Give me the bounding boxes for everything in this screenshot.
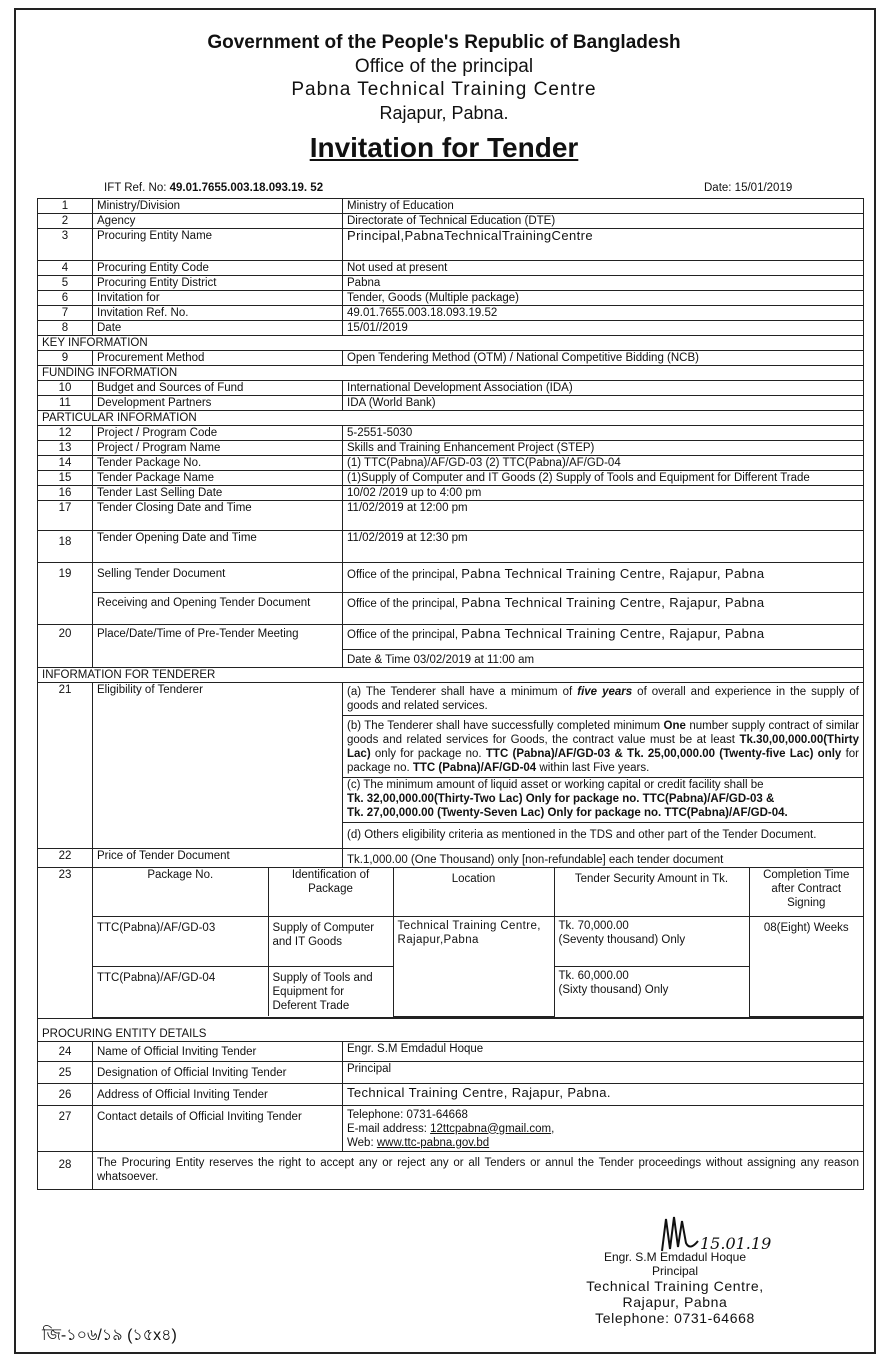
signatory-tel: Telephone: 0731-64668 bbox=[595, 1310, 755, 1326]
document-title: Invitation for Tender bbox=[309, 132, 579, 163]
table-row bbox=[38, 868, 864, 1018]
table-row bbox=[38, 531, 864, 563]
row-label: Ministry/Division bbox=[93, 199, 343, 214]
row-label: Receiving and Opening Tender Document bbox=[93, 593, 343, 625]
row-value: Principal bbox=[343, 1061, 864, 1083]
row-number: 28 bbox=[38, 1151, 93, 1189]
email-link[interactable]: 12ttcpabna@gmail.com bbox=[430, 1122, 552, 1135]
signature-date: 15.01.19 bbox=[700, 1234, 772, 1253]
table-row bbox=[38, 501, 864, 531]
table-row bbox=[38, 1041, 864, 1061]
ift-ref: IFT Ref. No: 49.01.7655.003.18.093.19. 52 bbox=[104, 182, 324, 194]
row-number: 22 bbox=[38, 849, 93, 868]
row-number: 16 bbox=[38, 486, 93, 501]
signatory-org: Technical Training Centre, bbox=[586, 1278, 764, 1294]
signatory-block bbox=[560, 1250, 790, 1326]
row-value: The Procuring Entity reserves the right to accept any or reject any or all Tenders or annul the Tender proceedings without assigning any reason whatsoever. bbox=[93, 1151, 864, 1189]
row-number: 6 bbox=[38, 291, 93, 306]
gov-heading: Government of the People's Republic of Bangladesh bbox=[207, 32, 681, 53]
row-label: Tender Closing Date and Time bbox=[93, 501, 343, 531]
row-label: Selling Tender Document bbox=[93, 563, 343, 593]
package-no: TTC(Pabna)/AF/GD-03 bbox=[93, 916, 268, 966]
row-number: 24 bbox=[38, 1041, 93, 1061]
row-number: 21 bbox=[38, 683, 93, 849]
package-identification: Supply of Computer and IT Goods bbox=[268, 916, 393, 966]
location-header: Location bbox=[393, 868, 554, 916]
row-value: Principal,PabnaTechnicalTrainingCentre bbox=[343, 229, 864, 261]
row-value: Ministry of Education bbox=[343, 199, 864, 214]
row-value: Engr. S.M Emdadul Hoque bbox=[343, 1041, 864, 1061]
completion-header: Completion Time after Contract Signing bbox=[749, 868, 863, 916]
table-row bbox=[38, 261, 864, 276]
row-value: Tk.1,000.00 (One Thousand) only [non-refundable] each tender document bbox=[343, 849, 864, 868]
row-label: Date bbox=[93, 321, 343, 336]
row-number: 27 bbox=[38, 1105, 93, 1151]
row-label: Eligibility of Tenderer bbox=[93, 683, 343, 849]
row-value: Tender, Goods (Multiple package) bbox=[343, 291, 864, 306]
section-header bbox=[38, 411, 864, 426]
row-number: 20 bbox=[38, 625, 93, 668]
table-row bbox=[38, 321, 864, 336]
row-label: Agency bbox=[93, 214, 343, 229]
package-table bbox=[93, 868, 863, 1017]
table-row bbox=[38, 1083, 864, 1105]
row-label: Tender Opening Date and Time bbox=[93, 531, 343, 563]
row-value: (1) TTC(Pabna)/AF/GD-03 (2) TTC(Pabna)/AF/GD-04 bbox=[343, 456, 864, 471]
package-row bbox=[93, 916, 863, 966]
row-value: Directorate of Technical Education (DTE) bbox=[343, 214, 864, 229]
table-row bbox=[38, 593, 864, 625]
row-number: 17 bbox=[38, 501, 93, 531]
row-label: Invitation Ref. No. bbox=[93, 306, 343, 321]
row-value: 11/02/2019 at 12:00 pm bbox=[343, 501, 864, 531]
row-label: Project / Program Name bbox=[93, 441, 343, 456]
row-label: Tender Package No. bbox=[93, 456, 343, 471]
row-value: International Development Association (IDA) bbox=[343, 381, 864, 396]
section-title: PROCURING ENTITY DETAILS bbox=[38, 1018, 864, 1041]
row-number: 11 bbox=[38, 396, 93, 411]
section-title: FUNDING INFORMATION bbox=[38, 366, 864, 381]
web-link[interactable]: www.ttc-pabna.gov.bd bbox=[376, 1136, 490, 1149]
row-label: Budget and Sources of Fund bbox=[93, 381, 343, 396]
package-security: Tk. 70,000.00 (Seventy thousand) Only bbox=[554, 916, 749, 966]
package-no: TTC(Pabna)/AF/GD-04 bbox=[93, 966, 268, 1016]
table-row bbox=[38, 441, 864, 456]
row-number: 2 bbox=[38, 214, 93, 229]
eligibility-c: (c) The minimum amount of liquid asset or working capital or credit facility shall be Tk. 32,00,000.00(Thirty-Two Lac) Only for package no. TTC(Pabna)/AF/GD-03 & Tk. 27,00,000.00 (Twenty-Seven Lac) Only for package no. TTC(Pabna)/AF/GD-04. bbox=[343, 778, 864, 823]
table-row bbox=[38, 1105, 864, 1151]
section-header bbox=[38, 336, 864, 351]
table-row bbox=[38, 1151, 864, 1189]
row-value: IDA (World Bank) bbox=[343, 396, 864, 411]
row-value: 11/02/2019 at 12:30 pm bbox=[343, 531, 864, 563]
table-row bbox=[38, 396, 864, 411]
row-label: Place/Date/Time of Pre-Tender Meeting bbox=[93, 625, 343, 668]
row-number: 1 bbox=[38, 199, 93, 214]
row-label: Procuring Entity District bbox=[93, 276, 343, 291]
row-value: Not used at present bbox=[343, 261, 864, 276]
signatory-name: Engr. S.M Emdadul Hoque bbox=[603, 1250, 747, 1264]
eligibility-d: (d) Others eligibility criteria as mentioned in the TDS and other part of the Tender Document. bbox=[343, 823, 864, 849]
row-number: 7 bbox=[38, 306, 93, 321]
table-row bbox=[38, 683, 864, 716]
row-value: Office of the principal, Pabna Technical Training Centre, Rajapur, Pabna bbox=[343, 593, 864, 625]
section-header bbox=[38, 668, 864, 683]
row-label: Invitation for bbox=[93, 291, 343, 306]
row-label: Procuring Entity Code bbox=[93, 261, 343, 276]
row-value: Date & Time 03/02/2019 at 11:00 am bbox=[343, 650, 864, 668]
package-security: Tk. 60,000.00 (Sixty thousand) Only bbox=[554, 966, 749, 1016]
row-value: Pabna bbox=[343, 276, 864, 291]
row-label: Price of Tender Document bbox=[93, 849, 343, 868]
row-value: Office of the principal, Pabna Technical Training Centre, Rajapur, Pabna bbox=[343, 563, 864, 593]
place-heading: Rajapur, Pabna. bbox=[379, 103, 509, 123]
table-row bbox=[38, 229, 864, 261]
signatory-designation: Principal bbox=[651, 1264, 699, 1278]
row-value: Office of the principal, Pabna Technical Training Centre, Rajapur, Pabna bbox=[343, 625, 864, 650]
table-row bbox=[38, 306, 864, 321]
row-label: Procuring Entity Name bbox=[93, 229, 343, 261]
table-row bbox=[38, 563, 864, 593]
section-title: PARTICULAR INFORMATION bbox=[38, 411, 864, 426]
package-header-row bbox=[93, 868, 863, 916]
row-value: 5-2551-5030 bbox=[343, 426, 864, 441]
table-row bbox=[38, 1061, 864, 1083]
row-number: 3 bbox=[38, 229, 93, 261]
table-row bbox=[38, 214, 864, 229]
row-number: 26 bbox=[38, 1083, 93, 1105]
package-cell bbox=[93, 868, 864, 1018]
row-number: 8 bbox=[38, 321, 93, 336]
package-no-header: Package No. bbox=[93, 868, 268, 916]
row-number: 9 bbox=[38, 351, 93, 366]
row-label: Name of Official Inviting Tender bbox=[93, 1041, 343, 1061]
table-row bbox=[38, 351, 864, 366]
row-number: 18 bbox=[38, 531, 93, 563]
footer-code: জি-১০৬/১৯ (১৫x৪) bbox=[42, 1327, 177, 1344]
row-value: Telephone: 0731-64668 E-mail address: 12ttcpabna@gmail.com, Web: www.ttc-pabna.gov.bd bbox=[343, 1105, 864, 1151]
row-value: 15/01//2019 bbox=[343, 321, 864, 336]
row-number: 13 bbox=[38, 441, 93, 456]
eligibility-b: (b) The Tenderer shall have successfully completed minimum One number supply contract of similar goods and related services for Goods, the contract value must be at least Tk.30,00,000.00(Thirty Lac) only for package no. TTC (Pabna)/AF/GD-03 & Tk. 25,00,000.00 (Twenty-five Lac) only for package no. TTC (Pabna)/AF/GD-04 within last Five years. bbox=[343, 716, 864, 778]
table-row bbox=[38, 381, 864, 396]
row-number: 19 bbox=[38, 563, 93, 625]
table-row bbox=[38, 625, 864, 650]
row-number: 14 bbox=[38, 456, 93, 471]
ift-date: Date: 15/01/2019 bbox=[704, 182, 793, 194]
centre-heading: Pabna Technical Training Centre bbox=[291, 79, 597, 100]
tender-table bbox=[37, 198, 864, 1190]
row-value: (1)Supply of Computer and IT Goods (2) Supply of Tools and Equipment for Different Trade bbox=[343, 471, 864, 486]
row-label: Tender Package Name bbox=[93, 471, 343, 486]
row-value: Open Tendering Method (OTM) / National Competitive Bidding (NCB) bbox=[343, 351, 864, 366]
table-row bbox=[38, 486, 864, 501]
row-number: 15 bbox=[38, 471, 93, 486]
section-title: KEY INFORMATION bbox=[38, 336, 864, 351]
row-value: 49.01.7655.003.18.093.19.52 bbox=[343, 306, 864, 321]
row-label: Development Partners bbox=[93, 396, 343, 411]
row-label: Address of Official Inviting Tender bbox=[93, 1083, 343, 1105]
row-value: Skills and Training Enhancement Project (STEP) bbox=[343, 441, 864, 456]
package-location: Technical Training Centre, Rajapur,Pabna bbox=[393, 916, 554, 1016]
table-row bbox=[38, 456, 864, 471]
package-identification: Supply of Tools and Equipment for Deferent Trade bbox=[268, 966, 393, 1016]
row-value: 10/02 /2019 up to 4:00 pm bbox=[343, 486, 864, 501]
row-number: 10 bbox=[38, 381, 93, 396]
row-label: Designation of Official Inviting Tender bbox=[93, 1061, 343, 1083]
section-header bbox=[38, 1018, 864, 1041]
office-heading: Office of the principal bbox=[354, 56, 534, 77]
section-header bbox=[38, 366, 864, 381]
row-label: Procurement Method bbox=[93, 351, 343, 366]
row-number: 25 bbox=[38, 1061, 93, 1083]
row-number: 4 bbox=[38, 261, 93, 276]
table-row bbox=[38, 426, 864, 441]
table-row bbox=[38, 199, 864, 214]
section-title: INFORMATION FOR TENDERER bbox=[38, 668, 864, 683]
table-row bbox=[38, 276, 864, 291]
identification-header: Identification of Package bbox=[268, 868, 393, 916]
eligibility-a: (a) The Tenderer shall have a minimum of five years of overall and experience in the supply of goods and related services. bbox=[343, 683, 864, 716]
row-label: Project / Program Code bbox=[93, 426, 343, 441]
row-label: Tender Last Selling Date bbox=[93, 486, 343, 501]
row-label: Contact details of Official Inviting Tender bbox=[93, 1105, 343, 1151]
row-value: Technical Training Centre, Rajapur, Pabna. bbox=[343, 1083, 864, 1105]
row-number: 5 bbox=[38, 276, 93, 291]
row-number: 12 bbox=[38, 426, 93, 441]
table-row bbox=[38, 471, 864, 486]
table-row bbox=[38, 849, 864, 868]
table-row bbox=[38, 291, 864, 306]
signatory-place: Rajapur, Pabna bbox=[622, 1294, 728, 1310]
row-number: 23 bbox=[38, 868, 93, 1019]
security-header: Tender Security Amount in Tk. bbox=[554, 868, 749, 916]
package-completion: 08(Eight) Weeks bbox=[749, 916, 863, 1016]
